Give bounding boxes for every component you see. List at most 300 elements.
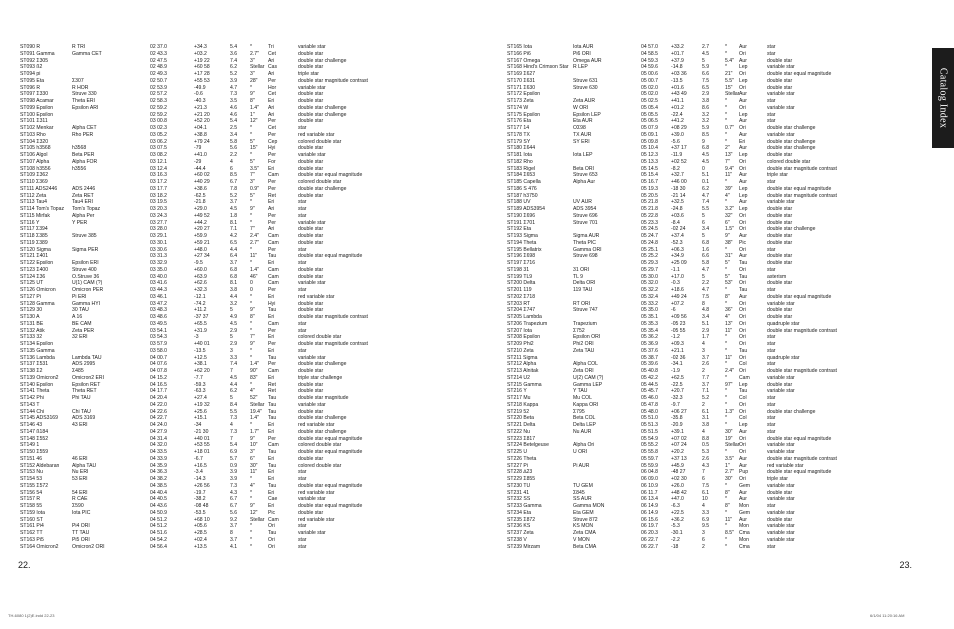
table-cell: -6.7: [194, 455, 203, 462]
table-cell: +02 30: [671, 476, 687, 482]
table-cell: Epsilon ORI: [573, 334, 601, 341]
table-cell: Eri: [268, 455, 275, 462]
table-cell: Tau: [268, 530, 277, 536]
table-cell: ST149 1: [20, 442, 40, 449]
table-cell: -8.4: [671, 219, 680, 226]
table-cell: OΣ98: [573, 125, 586, 131]
table-cell: 10: [702, 496, 708, 503]
table-cell: 06 04.8: [641, 469, 658, 476]
table-cell: ST126 Omicron: [20, 287, 56, 293]
table-cell: TU GEM: [573, 482, 593, 489]
table-cell: 4": [725, 314, 730, 320]
table-row: [507, 517, 927, 524]
table-cell: ST190 Σ696: [507, 212, 536, 219]
table-cell: ST172 Epsilon: [507, 91, 541, 98]
table-cell: *: [250, 44, 252, 50]
table-cell: ST224 Betelgeuse: [507, 442, 549, 449]
table-cell: ST229 Σ855: [507, 476, 536, 482]
table-cell: 7.8: [230, 185, 238, 192]
table-cell: 4: [702, 341, 705, 347]
table-cell: double star: [298, 273, 324, 280]
table-cell: double star: [298, 145, 324, 152]
table-cell: 8.1: [230, 280, 238, 287]
table-cell: 3": [250, 71, 255, 77]
table-cell: Tau: [268, 462, 277, 469]
table-cell: 04 07.8: [150, 368, 167, 374]
table-cell: 05 13.3: [641, 158, 658, 165]
table-cell: double star: [767, 212, 793, 219]
table-cell: Ori: [739, 71, 746, 77]
table-cell: Per: [268, 152, 276, 158]
table-row: [507, 226, 927, 233]
table-cell: 39": [725, 185, 733, 192]
table-row: [507, 483, 927, 490]
table-cell: Σ485: [72, 368, 84, 374]
table-cell: *: [725, 179, 727, 185]
table-cell: UV AUR: [573, 199, 592, 206]
table-cell: ST122 Epsilon: [20, 260, 54, 266]
table-row: [20, 274, 460, 281]
table-cell: 04 00.7: [150, 354, 167, 361]
table-row: [20, 145, 460, 152]
section-tab[interactable]: [932, 48, 954, 148]
table-cell: 04 57.0: [641, 44, 658, 50]
table-cell: V MON: [573, 536, 590, 543]
table-cell: *: [250, 260, 252, 266]
table-cell: 5: [230, 334, 233, 341]
table-cell: ST159 Iota: [20, 509, 45, 516]
table-cell: Cam: [268, 516, 279, 523]
table-cell: -5.6: [671, 138, 680, 145]
table-cell: 5.1: [702, 320, 710, 327]
table-cell: ST140 Epsilon: [20, 381, 54, 388]
table-cell: Stellar: [725, 91, 740, 98]
table-cell: +62.6: [194, 280, 207, 287]
table-cell: 04 35.9: [150, 462, 167, 469]
table-cell: variable star: [767, 64, 795, 71]
table-cell: 05 24.8: [641, 239, 658, 246]
table-cell: Per: [268, 246, 276, 253]
table-cell: Ori: [739, 219, 746, 226]
table-cell: 13": [725, 152, 733, 158]
table-cell: star: [298, 246, 307, 253]
table-cell: *: [725, 543, 727, 550]
table-cell: 02 43.3: [150, 50, 167, 57]
table-cell: 7.3: [230, 91, 238, 98]
table-cell: 04 54.2: [150, 536, 167, 543]
table-cell: Gem: [739, 482, 751, 489]
table-cell: 2.6: [702, 361, 710, 368]
table-cell: -13.5: [671, 77, 683, 84]
table-cell: 03 40.0: [150, 273, 167, 280]
table-row: [20, 537, 460, 544]
table-cell: 5.4: [230, 442, 238, 449]
table-cell: Per: [268, 287, 276, 293]
table-cell: ST134 Epsilon: [20, 341, 54, 347]
table-cell: +32.7: [671, 172, 684, 179]
table-cell: 8": [725, 293, 730, 300]
table-cell: Y TAU: [573, 388, 588, 395]
table-cell: *: [725, 449, 727, 455]
table-cell: ST200 Delta: [507, 280, 536, 287]
table-cell: +60 58: [194, 64, 210, 71]
table-row: [507, 139, 927, 146]
table-cell: Kappa ORI: [573, 401, 599, 408]
table-row: [507, 375, 927, 382]
table-cell: 05 25.1: [641, 246, 658, 253]
table-cell: Alpha FOR: [72, 158, 98, 165]
table-cell: 19.4": [250, 408, 262, 415]
table-cell: 9": [250, 435, 255, 442]
table-cell: ST156 54: [20, 489, 43, 496]
table-cell: Eri: [268, 503, 275, 509]
table-cell: double star challenge: [767, 226, 816, 233]
table-cell: -74.2: [194, 300, 206, 307]
table-row: [507, 469, 927, 476]
table-cell: Per: [268, 185, 276, 192]
table-cell: Cet: [268, 91, 276, 98]
table-cell: 9.2: [230, 516, 238, 523]
table-cell: 4.5: [230, 320, 238, 327]
table-cell: 03 54.1: [150, 327, 167, 334]
table-cell: double star: [298, 388, 324, 395]
table-cell: 03 28.0: [150, 226, 167, 233]
table-cell: double star magnitude contrast: [767, 455, 837, 462]
table-cell: 32 ERI: [72, 334, 88, 341]
table-cell: Lep: [739, 64, 748, 71]
table-cell: 5": [250, 138, 255, 145]
table-cell: TT TAU: [72, 530, 90, 536]
table-cell: +59.9: [194, 233, 207, 239]
table-cell: 2: [702, 401, 705, 408]
table-cell: 4.5: [702, 152, 710, 158]
table-cell: +31.9: [194, 327, 207, 334]
table-cell: Ori: [739, 408, 746, 415]
table-cell: R HOR: [72, 84, 89, 91]
table-row: [507, 449, 927, 456]
table-cell: 5.6: [230, 145, 238, 152]
table-cell: ST209 Phi2: [507, 341, 534, 347]
table-cell: Pi4 ORI: [72, 523, 90, 530]
table-cell: quadruple star: [767, 320, 800, 327]
table-cell: 3.1: [702, 415, 710, 422]
table-cell: ST174 W: [507, 104, 529, 111]
table-row: [507, 240, 927, 247]
table-cell: 05 02.5: [641, 98, 658, 104]
table-cell: 05 21.8: [641, 206, 658, 212]
table-cell: 06 14.9: [641, 509, 658, 516]
table-cell: ST117 Σ394: [20, 226, 48, 233]
table-cell: 4.5: [230, 374, 238, 381]
table-cell: Epsilon ERI: [72, 260, 99, 266]
table-cell: double star magnitude contrast: [298, 77, 368, 84]
table-cell: *: [725, 50, 727, 57]
table-cell: ST147 ß184: [20, 428, 49, 435]
table-cell: 05 24.5: [641, 226, 658, 233]
table-cell: 5.9: [702, 64, 710, 71]
table-cell: Zeta ORI: [573, 368, 594, 374]
table-cell: -02 24: [671, 226, 686, 233]
table-cell: Lep: [739, 77, 748, 84]
table-cell: double star challenge: [298, 415, 347, 422]
table-cell: ST222 Nu: [507, 428, 530, 435]
table-cell: 8.5: [702, 131, 710, 138]
table-cell: ST141 Theta: [20, 388, 50, 395]
table-cell: double star: [767, 152, 793, 158]
table-cell: double star: [298, 226, 324, 233]
table-cell: Tri: [268, 44, 274, 50]
table-row: [507, 253, 927, 260]
table-cell: ST215 Gamma: [507, 381, 542, 388]
table-cell: Ori: [739, 266, 746, 273]
table-cell: 05 37.6: [641, 347, 658, 354]
table-cell: 3": [250, 179, 255, 185]
table-cell: +07 24: [671, 442, 687, 449]
table-cell: Y PER: [72, 219, 88, 226]
table-cell: Lep: [739, 111, 748, 118]
table-cell: ST225 U: [507, 449, 528, 455]
table-cell: Omega AUR: [573, 57, 602, 64]
table-cell: ST176 Eta: [507, 118, 532, 125]
table-cell: *: [725, 118, 727, 125]
table-cell: Tau: [739, 347, 748, 354]
table-cell: star: [767, 98, 776, 104]
table-cell: *: [250, 422, 252, 428]
table-cell: Lep: [739, 381, 748, 388]
table-cell: variable star: [298, 530, 326, 536]
table-cell: -6: [671, 307, 676, 314]
table-cell: 8.5: [230, 172, 238, 179]
table-cell: 03 12.4: [150, 165, 167, 172]
table-cell: 4.7: [702, 192, 710, 199]
table-cell: double star: [767, 381, 793, 388]
table-cell: variable star: [298, 401, 326, 408]
table-row: [507, 274, 927, 281]
table-cell: 6.2: [230, 64, 238, 71]
table-cell: 03 48.6: [150, 314, 167, 320]
table-cell: variable star: [767, 199, 795, 206]
table-cell: 02 50.7: [150, 77, 167, 84]
table-cell: Omicron2 ORI: [72, 543, 105, 550]
table-cell: Iota PIC: [72, 509, 91, 516]
table-cell: 1": [725, 462, 730, 469]
table-cell: -21 14: [671, 192, 686, 199]
table-cell: double star: [298, 98, 324, 104]
table-cell: Stellar: [250, 516, 265, 523]
table-cell: ST116 Y: [20, 219, 40, 226]
table-cell: Alpha COL: [573, 361, 598, 368]
table-row: [507, 382, 927, 389]
table-row: [20, 483, 460, 490]
table-cell: 05 22.8: [641, 212, 658, 219]
table-cell: 9": [250, 307, 255, 314]
table-cell: 05 48.0: [641, 408, 658, 415]
table-cell: double star: [298, 239, 324, 246]
table-cell: Per: [268, 341, 276, 347]
table-cell: 05 09.1: [641, 131, 658, 138]
table-cell: Beta COL: [573, 415, 596, 422]
table-cell: +41.2: [671, 118, 684, 125]
table-cell: Omicron PER: [72, 287, 104, 293]
page-number: 22.: [18, 560, 31, 570]
table-cell: 1": [250, 111, 255, 118]
table-cell: 3.4: [702, 226, 710, 233]
table-cell: Hyi: [268, 300, 276, 307]
table-cell: colored double star: [298, 179, 342, 185]
table-cell: -12.1: [194, 293, 206, 300]
table-cell: star: [298, 260, 307, 266]
table-cell: ST181 Iota: [507, 152, 532, 158]
table-cell: Aur: [739, 44, 747, 50]
table-cell: ST202 Σ718: [507, 293, 536, 300]
table-cell: 8": [250, 314, 255, 320]
table-cell: Σ845: [573, 489, 585, 496]
table-cell: *: [725, 199, 727, 206]
table-cell: R TRI: [72, 44, 86, 50]
table-row: [507, 193, 927, 200]
table-cell: star: [298, 469, 307, 476]
table-cell: ST237 Zeta: [507, 530, 534, 536]
table-cell: -20.9: [671, 422, 683, 428]
table-cell: ST142 Phi: [20, 395, 44, 401]
table-cell: 8.4: [230, 401, 238, 408]
table-cell: double star equal magnitude: [298, 172, 363, 179]
table-cell: variable star: [767, 482, 795, 489]
table-cell: Mon: [739, 503, 749, 509]
table-cell: Cam: [739, 374, 750, 381]
table-cell: star: [298, 347, 307, 354]
table-cell: 05 42.2: [641, 374, 658, 381]
table-cell: +08 29: [671, 125, 687, 131]
table-cell: 05 36.2: [641, 334, 658, 341]
table-cell: 05 06.5: [641, 118, 658, 125]
table-cell: Per: [268, 77, 276, 84]
table-cell: R LEP: [573, 64, 588, 71]
table-row: [507, 490, 927, 497]
table-row: [507, 496, 927, 503]
table-cell: Eri: [268, 334, 275, 341]
table-cell: 04 33.9: [150, 455, 167, 462]
table-cell: Epsilon LEP: [573, 111, 601, 118]
table-cell: Col: [739, 415, 747, 422]
table-cell: Ari: [268, 104, 275, 111]
table-cell: variable star: [767, 388, 795, 395]
print-slug-file: TH-6080 1(2)E.indd 22-23: [8, 613, 55, 618]
table-cell: double star: [298, 300, 324, 307]
table-cell: RT ORI: [573, 300, 591, 307]
table-cell: -05 55: [671, 327, 686, 334]
table-row: [20, 463, 460, 470]
table-cell: 04 31.4: [150, 435, 167, 442]
table-cell: Eta AUR: [573, 118, 593, 125]
table-cell: double star magnitude contrast: [767, 192, 837, 199]
table-cell: +07.2: [671, 300, 684, 307]
table-cell: BE CAM: [72, 320, 92, 327]
table-cell: Cet: [268, 50, 276, 57]
table-cell: 5.8: [230, 138, 238, 145]
table-cell: 6.8: [230, 266, 238, 273]
table-cell: -14.8: [671, 64, 683, 71]
table-cell: Cam: [268, 442, 279, 449]
table-cell: Tau: [739, 287, 748, 293]
table-cell: ST103 Rho: [20, 131, 46, 138]
table-cell: Hyi: [268, 145, 276, 152]
table-cell: +28.5: [194, 530, 207, 536]
table-cell: ST099 Epsilon: [20, 104, 54, 111]
table-cell: 02 49.3: [150, 71, 167, 77]
table-cell: +55 53: [194, 77, 210, 84]
table-cell: 04 59.6: [641, 64, 658, 71]
table-cell: *: [250, 131, 252, 138]
table-row: [20, 395, 460, 402]
table-cell: Cep: [268, 138, 278, 145]
table-cell: double star challenge: [298, 57, 347, 64]
table-cell: 05 23.3: [641, 219, 658, 226]
table-cell: ST127 Pi: [20, 293, 41, 300]
table-cell: +38.1: [194, 361, 207, 368]
table-cell: Aur: [739, 293, 747, 300]
table-cell: ST220 Beta: [507, 415, 534, 422]
table-cell: ST212 Alpha: [507, 361, 537, 368]
table-cell: 5: [702, 212, 705, 219]
table-cell: Ori: [268, 536, 275, 543]
table-cell: 8.8: [702, 435, 710, 442]
table-cell: Gamma CET: [72, 50, 102, 57]
table-row: [20, 139, 460, 146]
table-cell: 2.6: [702, 455, 710, 462]
table-cell: ST106 Algol: [20, 152, 48, 158]
table-cell: 02 57.2: [150, 91, 167, 98]
table-cell: -29: [194, 158, 202, 165]
table-cell: *: [725, 374, 727, 381]
table-cell: Aur: [739, 462, 747, 469]
table-cell: *: [725, 536, 727, 543]
table-cell: +04.1: [194, 125, 207, 131]
table-cell: 11": [725, 172, 733, 179]
table-row: [507, 476, 927, 483]
table-cell: ST169 Σ627: [507, 71, 536, 77]
table-cell: ST150 Σ559: [20, 449, 49, 455]
table-cell: 9.5: [702, 523, 710, 530]
table-cell: -32.3: [671, 395, 683, 401]
table-cell: double star: [767, 233, 793, 239]
table-cell: *: [725, 287, 727, 293]
table-row: [20, 503, 460, 510]
table-cell: 7": [250, 172, 255, 179]
table-cell: 02 37.0: [150, 44, 167, 50]
table-cell: +49 52: [194, 212, 210, 219]
table-cell: 05 35.1: [641, 314, 658, 320]
table-cell: ST168 Hind's Crimson Star: [507, 64, 569, 71]
table-cell: 3.2: [230, 300, 238, 307]
table-row: [20, 179, 460, 186]
table-cell: 8.5": [725, 530, 734, 536]
table-cell: ST121 Σ401: [20, 253, 49, 260]
table-cell: +26 56: [194, 482, 210, 489]
table-cell: 7.3: [230, 415, 238, 422]
table-cell: Ori: [739, 226, 746, 233]
table-cell: ST146 43: [20, 422, 43, 428]
table-cell: 03 20.3: [150, 206, 167, 212]
table-cell: +25.6: [194, 408, 207, 415]
table-cell: 04 58.5: [641, 50, 658, 57]
table-cell: 05 09.8: [641, 138, 658, 145]
table-cell: 8: [230, 530, 233, 536]
table-cell: 5.2: [230, 192, 238, 199]
table-cell: Gem: [739, 509, 751, 516]
table-cell: 6": [250, 455, 255, 462]
table-row: [20, 402, 460, 409]
